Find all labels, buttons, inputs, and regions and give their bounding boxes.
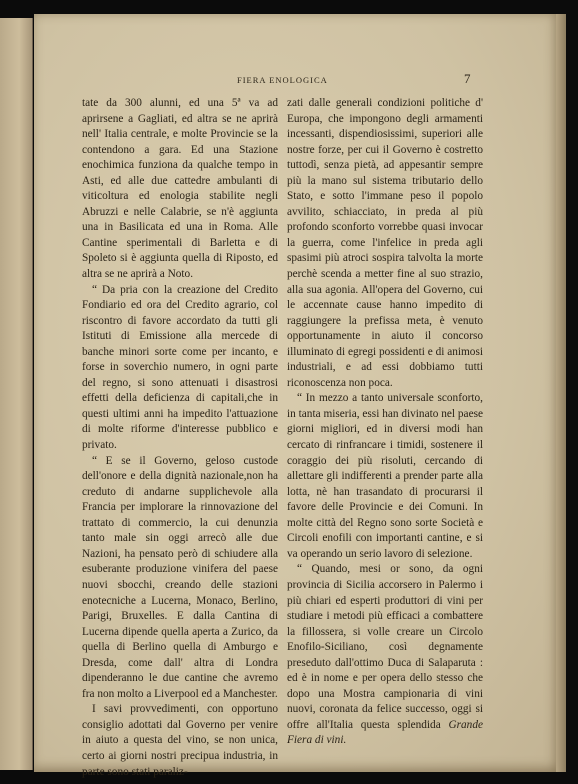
- paragraph-text: “ Quando, mesi or sono, da ogni provincia di Sicilia accorsero in Palermo i più chiari ed esperti produttori di vini per studiare i metodi più efficaci a combattere la fillossera, si volle creare un Circolo Enofilo-Siciliano, così degnamente preseduto dall'ottimo Duca di Salaparuta : ed è in nome e per opera dello stesso che dopo una Mostra campionaria di vini nuovi, coronata da felice successo, oggi si offre all'Italia questa splendida: [287, 563, 483, 731]
- paragraph: I savi provvedimenti, con opportuno consiglio adottati dal Governo per venire in aiuto a questa del vino, se non unica, certo ai giorni nostri precipua industria, in parte sono stati paraliz-: [82, 703, 278, 778]
- page-edge-shadow: [556, 14, 566, 772]
- italic-title: Grande Fiera di vini.: [287, 718, 483, 747]
- adjacent-page-edge: [0, 18, 33, 770]
- paragraph: tate da 300 alunni, ed una 5ª va ad aprirsene a Gagliati, ed altra se ne aprirà nell' Italia centrale, e molte Provincie se la contendono a gara. Ed una Stazione enochimica funziona da qualche tempo in Asti, ed alle due cattedre ambulanti di viticoltura ed enologia stabilite negli Abruzzi e nelle Calabrie, se n'è aggiunta una in Basilicata ed una in Roma. Alle Cantine sperimentali di Barletta e di Spoleto si è aggiunta quella di Riposto, ed altra se ne aprirà a Noto.: [82, 97, 278, 281]
- running-head: FIERA ENOLOGICA: [237, 75, 328, 85]
- paragraph: “ E se il Governo, geloso custode dell'onore e della dignità nazionale,non ha creduto di andarne supplichevole alla Francia per implorare la rinnovazione del trattato di commercio, la cui denunzia tanto male sin oggi arrecò alle due Nazioni, ha pensato però di schiudere alla esuberante produzione vinifera del paese nuovi sbocchi, creando delle stazioni enotecniche a Lucerna, Monaco, Berlino, Parigi, Bruxelles. E dalla Cantina di Lucerna dipende quella aperta a Zurico, da quella di Berlino quella di Amburgo e Dresda, come dall' altra di Londra dipenderanno le due cantine che avremo fra non molto a Liverpool ed a Manchester.: [82, 454, 278, 700]
- paragraph: “ In mezzo a tanto universale sconforto, in tanta miseria, essi han divinato nel paese giorni migliori, ed in diversi modi han cercato di rinfrancare i timidi, sostenere il coraggio dei più risoluti, cercando di allettare gli indifferenti a prender parte alla lotta, nè han trasandato di procurarsi il favore delle Provincie e dei Comuni. In molte città del Regno sono sorte Società e Circoli enofili con importanti cantine, e si va operando un serio lavoro di selezione.: [287, 392, 483, 560]
- page-number: 7: [464, 71, 471, 86]
- paragraph: zati dalle generali condizioni politiche d' Europa, che impongono degli armamenti incessanti, dispendiosissimi, superiori alle nostre forze, per cui il Governo è costretto tuttodì, senza pietà, ad appesantir sempre più la mano sul sistema tributario dello Stato, e sotto l'immane peso il popolo avvilito, schiacciato, in preda al più profondo sconforto vorrebbe quasi invocar la guerra, come l'infelice in preda agli spasimi più atroci sospira talvolta la morte perchè scenda a metter fine al suo strazio, alla sua agonia. All'opera del Governo, cui le accennate cause hanno impedito di raggiungere la prefissa meta, è venuto opportunamente in aiuto il concorso illuminato di egregi possidenti e di animosi industriali, e ad essi dobbiamo tutti riconoscenza non poca.: [287, 97, 483, 389]
- left-column: [82, 96, 278, 780]
- right-column: [287, 96, 483, 749]
- paragraph: [287, 562, 483, 749]
- paragraph: “ Da pria con la creazione del Credito Fondiario ed ora del Credito agrario, col riscontro di favore accordato da tutti gli Istituti di Emissione alla mercede di banche minori sorte come per incanto, e forse in soverchio numero, in ogni parte del regno, si sono attenuati i disastrosi effetti della deficienza di capitali,che in questi ultimi anni ha impedito l'attuazione di molte riforme d'interesse pubblico e privato.: [82, 283, 278, 452]
